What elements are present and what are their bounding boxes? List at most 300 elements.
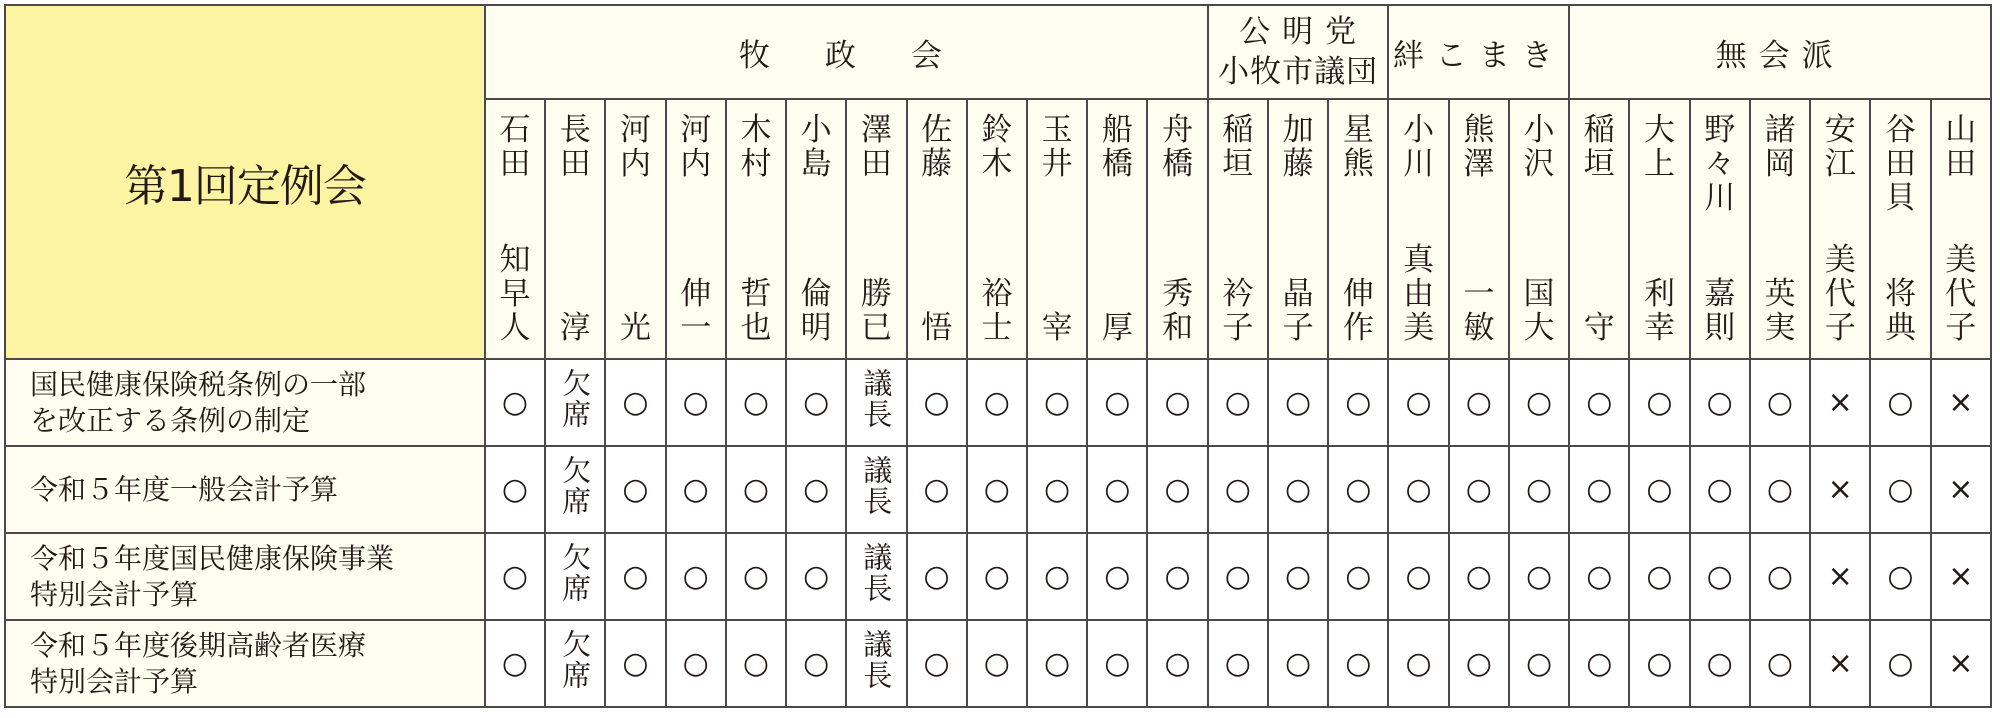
member-name-cell (967, 99, 1027, 359)
member-surname: 澤 田 (860, 112, 892, 182)
vote-for-mark: ○ (1285, 646, 1312, 681)
member-surname: 木 村 (740, 112, 772, 182)
vote-for-mark: ○ (1345, 385, 1372, 420)
agenda-row (5, 620, 1991, 707)
member-given-name: 美 代 子 (1824, 242, 1856, 346)
vote-for-mark: ○ (1044, 559, 1071, 594)
vote-cell (1750, 446, 1810, 533)
vote-cell (1569, 359, 1629, 446)
vote-cell (1931, 446, 1991, 533)
member-surname: 稲 垣 (1222, 112, 1254, 182)
vote-against-mark: × (1827, 472, 1853, 507)
member-given-name: 秀 和 (1162, 276, 1194, 346)
vote-for-mark: ○ (1465, 646, 1492, 681)
vote-against-mark: × (1948, 559, 1974, 594)
vote-cell (1208, 446, 1268, 533)
vote-against-mark: × (1948, 646, 1974, 681)
vote-cell (907, 446, 967, 533)
member-surname: 安 江 (1824, 112, 1856, 182)
vote-for-mark: ○ (1525, 472, 1553, 507)
member-given-name: 知 早 人 (499, 242, 531, 346)
member-name (1269, 113, 1327, 345)
vote-status-label: 欠席 (558, 541, 593, 604)
vote-cell (1027, 446, 1087, 533)
member-surname: 玉 井 (1041, 112, 1073, 182)
vote-cell (1147, 446, 1207, 533)
vote-for-mark: ○ (1224, 472, 1251, 507)
vote-for-mark: ○ (501, 472, 529, 507)
vote-for-mark: ○ (682, 472, 709, 507)
vote-cell (967, 620, 1027, 707)
vote-cell (786, 533, 846, 620)
vote-for-mark: ○ (1224, 646, 1251, 681)
member-name-cell (485, 99, 545, 359)
vote-cell (1208, 359, 1268, 446)
vote-status-label: 議長 (859, 628, 894, 691)
member-name (1209, 113, 1267, 345)
member-given-name: 倫 明 (800, 276, 832, 346)
vote-cell (485, 446, 545, 533)
vote-cell (1870, 620, 1930, 707)
vote-for-mark: ○ (1285, 385, 1312, 420)
vote-for-mark: ○ (1525, 559, 1553, 594)
vote-cell (545, 533, 605, 620)
vote-cell (1690, 446, 1750, 533)
member-given-name: 衿 子 (1222, 276, 1254, 346)
vote-cell (1268, 620, 1328, 707)
vote-cell (1449, 359, 1509, 446)
member-surname: 河 内 (619, 112, 651, 182)
vote-cell (1509, 446, 1569, 533)
member-name-cell (1328, 99, 1388, 359)
member-name (1148, 113, 1206, 345)
member-given-name: 英 実 (1764, 276, 1796, 346)
vote-for-mark: ○ (923, 385, 950, 420)
vote-for-mark: ○ (1345, 559, 1372, 594)
member-name-cell (1027, 99, 1087, 359)
vote-for-mark: ○ (1646, 646, 1673, 681)
vote-for-mark: ○ (803, 559, 830, 594)
vote-cell (1931, 533, 1991, 620)
faction-header (1388, 5, 1569, 99)
vote-cell (1328, 620, 1388, 707)
vote-status-label: 議長 (859, 367, 894, 430)
vote-for-mark: ○ (1164, 646, 1191, 681)
vote-cell (1268, 446, 1328, 533)
member-name (1329, 113, 1387, 345)
vote-cell (605, 533, 665, 620)
vote-cell (1268, 359, 1328, 446)
vote-status-label: 議長 (859, 454, 894, 517)
vote-for-mark: ○ (1887, 559, 1914, 594)
member-given-name: 美 代 子 (1945, 242, 1977, 346)
vote-cell (1388, 359, 1448, 446)
vote-cell (726, 533, 786, 620)
vote-cell (1931, 620, 1991, 707)
faction-name-line: 絆こまき (1392, 37, 1565, 74)
vote-for-mark: ○ (1104, 646, 1131, 681)
vote-cell (545, 446, 605, 533)
vote-for-mark: ○ (983, 646, 1010, 681)
vote-for-mark: ○ (1405, 559, 1432, 594)
agenda-title: 国民健康保険税条例の一部 を改正する条例の制定 (5, 359, 485, 446)
vote-cell (1509, 533, 1569, 620)
vote-cell (1027, 533, 1087, 620)
member-name (787, 113, 845, 345)
vote-for-mark: ○ (1104, 472, 1131, 507)
agenda-row (5, 446, 1991, 533)
member-given-name: 淳 (559, 310, 591, 346)
member-given-name: 嘉 則 (1704, 276, 1736, 346)
member-surname: 星 熊 (1342, 112, 1374, 182)
member-given-name: 勝 已 (860, 276, 892, 346)
member-name-cell (1750, 99, 1810, 359)
member-given-name: 真 由 美 (1403, 242, 1435, 346)
vote-for-mark: ○ (622, 472, 649, 507)
vote-cell (967, 533, 1027, 620)
agenda-title: 令和５年度後期高齢者医療 特別会計予算 (5, 620, 485, 707)
vote-cell (1087, 359, 1147, 446)
vote-cell (1629, 620, 1689, 707)
vote-cell (786, 446, 846, 533)
member-name (1088, 113, 1146, 345)
faction-header (1569, 5, 1991, 99)
vote-cell (666, 446, 726, 533)
member-given-name: 宰 (1041, 310, 1073, 346)
vote-for-mark: ○ (1887, 646, 1914, 681)
vote-for-mark: ○ (1465, 385, 1492, 420)
member-name (1570, 113, 1628, 345)
vote-for-mark: ○ (1766, 385, 1794, 420)
vote-against-mark: × (1948, 385, 1974, 420)
vote-cell (1870, 533, 1930, 620)
vote-for-mark: ○ (1706, 559, 1733, 594)
vote-cell (907, 359, 967, 446)
vote-for-mark: ○ (1405, 472, 1432, 507)
member-name-cell (1810, 99, 1870, 359)
member-surname: 佐 藤 (921, 112, 953, 182)
vote-for-mark: ○ (923, 472, 950, 507)
faction-name-line: 小牧市議団 (1218, 54, 1379, 90)
vote-cell (1750, 620, 1810, 707)
vote-cell (1328, 533, 1388, 620)
member-given-name: 国 大 (1523, 276, 1555, 346)
member-name (1028, 113, 1086, 345)
member-name-cell (1690, 99, 1750, 359)
vote-for-mark: ○ (983, 559, 1010, 594)
member-name-cell (605, 99, 665, 359)
member-name-cell (726, 99, 786, 359)
member-surname: 諸 岡 (1764, 112, 1796, 182)
vote-for-mark: ○ (1345, 646, 1372, 681)
vote-cell (1931, 359, 1991, 446)
faction-header (485, 5, 1208, 99)
vote-cell (1208, 533, 1268, 620)
member-given-name: 利 幸 (1644, 276, 1676, 346)
vote-cell (726, 620, 786, 707)
vote-cell (1147, 359, 1207, 446)
vote-cell (545, 359, 605, 446)
vote-for-mark: ○ (1104, 385, 1131, 420)
vote-cell (1328, 359, 1388, 446)
member-name-cell (1268, 99, 1328, 359)
vote-for-mark: ○ (1586, 646, 1613, 681)
member-name-cell (1931, 99, 1991, 359)
vote-cell (1509, 359, 1569, 446)
vote-for-mark: ○ (742, 646, 770, 681)
member-name (968, 113, 1026, 345)
member-surname: 小 島 (800, 112, 832, 182)
vote-cell (1449, 620, 1509, 707)
member-surname: 石 田 (499, 112, 531, 182)
vote-cell (1569, 446, 1629, 533)
vote-for-mark: ○ (923, 559, 950, 594)
vote-cell (1750, 533, 1810, 620)
vote-for-mark: ○ (1164, 472, 1191, 507)
vote-for-mark: ○ (983, 385, 1010, 420)
agenda-row (5, 533, 1991, 620)
vote-cell (846, 533, 906, 620)
vote-cell (907, 533, 967, 620)
vote-for-mark: ○ (1706, 646, 1733, 681)
vote-cell (1328, 446, 1388, 533)
vote-for-mark: ○ (501, 385, 529, 420)
vote-cell (1810, 446, 1870, 533)
vote-status-label: 欠席 (558, 454, 593, 517)
vote-cell (485, 620, 545, 707)
member-given-name: 厚 (1101, 310, 1133, 346)
vote-for-mark: ○ (1465, 472, 1492, 507)
vote-cell (1810, 620, 1870, 707)
member-name (1389, 113, 1447, 345)
vote-for-mark: ○ (803, 472, 830, 507)
vote-for-mark: ○ (1405, 385, 1432, 420)
vote-cell (1629, 446, 1689, 533)
member-name-cell (1087, 99, 1147, 359)
vote-for-mark: ○ (1706, 385, 1733, 420)
vote-cell (666, 533, 726, 620)
member-name-cell (846, 99, 906, 359)
member-name (727, 113, 785, 345)
vote-cell (1147, 533, 1207, 620)
member-given-name: 悟 (921, 310, 953, 346)
agenda-title: 令和５年度一般会計予算 (5, 446, 485, 533)
vote-cell (1629, 359, 1689, 446)
vote-cell (1449, 446, 1509, 533)
vote-cell (1087, 446, 1147, 533)
vote-for-mark: ○ (1646, 385, 1673, 420)
faction-name-line: 公 明 党 (1239, 14, 1357, 50)
member-name-cell (1509, 99, 1569, 359)
member-name (667, 113, 725, 345)
member-surname: 長 田 (559, 112, 591, 182)
vote-for-mark: ○ (1586, 559, 1613, 594)
member-name-cell (666, 99, 726, 359)
vote-for-mark: ○ (622, 646, 649, 681)
member-surname: 野 々 川 (1704, 112, 1736, 216)
faction-name-line: 牧 政 会 (738, 37, 954, 74)
vote-for-mark: ○ (622, 559, 649, 594)
vote-cell (1449, 533, 1509, 620)
agenda-title: 令和５年度国民健康保険事業 特別会計予算 (5, 533, 485, 620)
member-given-name: 守 (1583, 310, 1615, 346)
member-name-cell (1388, 99, 1448, 359)
member-name-cell (1870, 99, 1930, 359)
member-name-cell (1208, 99, 1268, 359)
vote-for-mark: ○ (1586, 385, 1613, 420)
member-given-name: 伸 一 (680, 276, 712, 346)
vote-cell (666, 620, 726, 707)
member-surname: 谷 田 貝 (1884, 112, 1916, 216)
member-name-cell (545, 99, 605, 359)
vote-cell (846, 620, 906, 707)
vote-cell (1690, 359, 1750, 446)
vote-cell (1870, 446, 1930, 533)
member-name (1811, 113, 1869, 345)
vote-for-mark: ○ (803, 646, 830, 681)
vote-cell (1268, 533, 1328, 620)
vote-for-mark: ○ (501, 559, 529, 594)
faction-name-line: 無会派 (1715, 37, 1845, 74)
vote-cell (1388, 533, 1448, 620)
vote-cell (605, 446, 665, 533)
vote-cell (726, 446, 786, 533)
vote-cell (786, 620, 846, 707)
vote-for-mark: ○ (1766, 646, 1794, 681)
member-surname: 鈴 木 (981, 112, 1013, 182)
vote-for-mark: ○ (803, 385, 830, 420)
vote-against-mark: × (1827, 559, 1853, 594)
vote-for-mark: ○ (983, 472, 1010, 507)
vote-for-mark: ○ (1044, 646, 1071, 681)
vote-cell (967, 446, 1027, 533)
vote-for-mark: ○ (1104, 559, 1131, 594)
vote-cell (967, 359, 1027, 446)
agenda-row (5, 359, 1991, 446)
vote-for-mark: ○ (1465, 559, 1492, 594)
vote-cell (1147, 620, 1207, 707)
member-name (1510, 113, 1568, 345)
vote-cell (1509, 620, 1569, 707)
member-surname: 加 藤 (1282, 112, 1314, 182)
member-name (486, 113, 544, 345)
vote-for-mark: ○ (923, 646, 950, 681)
vote-for-mark: ○ (1285, 472, 1312, 507)
vote-cell (1027, 359, 1087, 446)
vote-cell (1810, 359, 1870, 446)
member-surname: 船 橋 (1101, 112, 1133, 182)
member-given-name: 裕 士 (981, 276, 1013, 346)
vote-for-mark: ○ (1586, 472, 1613, 507)
vote-for-mark: ○ (1525, 385, 1553, 420)
vote-status-label: 欠席 (558, 367, 593, 430)
member-surname: 熊 澤 (1463, 112, 1495, 182)
member-name (1932, 113, 1990, 345)
vote-results-table (4, 4, 1992, 708)
member-name (1871, 113, 1929, 345)
vote-cell (1208, 620, 1268, 707)
vote-for-mark: ○ (742, 472, 770, 507)
vote-cell (545, 620, 605, 707)
vote-for-mark: ○ (1164, 559, 1191, 594)
vote-for-mark: ○ (1646, 559, 1673, 594)
vote-for-mark: ○ (1345, 472, 1372, 507)
member-name (606, 113, 664, 345)
vote-cell (666, 359, 726, 446)
vote-for-mark: ○ (1164, 385, 1191, 420)
member-given-name: 哲 也 (740, 276, 772, 346)
member-name (847, 113, 905, 345)
vote-for-mark: ○ (1044, 472, 1071, 507)
member-name (1691, 113, 1749, 345)
vote-cell (1870, 359, 1930, 446)
vote-for-mark: ○ (1224, 559, 1251, 594)
vote-for-mark: ○ (742, 385, 770, 420)
vote-cell (1569, 533, 1629, 620)
vote-for-mark: ○ (682, 385, 709, 420)
vote-cell (846, 446, 906, 533)
member-name (908, 113, 966, 345)
vote-for-mark: ○ (742, 559, 770, 594)
member-name (1751, 113, 1809, 345)
vote-cell (907, 620, 967, 707)
vote-cell (786, 359, 846, 446)
vote-status-label: 議長 (859, 541, 894, 604)
vote-cell (1810, 533, 1870, 620)
member-given-name: 晶 子 (1282, 276, 1314, 346)
member-name-cell (1147, 99, 1207, 359)
member-name (546, 113, 604, 345)
member-surname: 大 上 (1644, 112, 1676, 182)
vote-for-mark: ○ (1224, 385, 1251, 420)
member-surname: 小 沢 (1523, 112, 1555, 182)
vote-for-mark: ○ (622, 385, 649, 420)
vote-cell (1027, 620, 1087, 707)
member-given-name: 将 典 (1884, 276, 1916, 346)
vote-cell (726, 359, 786, 446)
vote-cell (485, 533, 545, 620)
vote-against-mark: × (1827, 646, 1853, 681)
faction-header (1208, 5, 1389, 99)
vote-against-mark: × (1827, 385, 1853, 420)
vote-cell (1388, 446, 1448, 533)
vote-for-mark: ○ (1706, 472, 1733, 507)
vote-for-mark: ○ (1405, 646, 1432, 681)
member-surname: 舟 橋 (1162, 112, 1194, 182)
vote-for-mark: ○ (501, 646, 529, 681)
member-name-cell (1569, 99, 1629, 359)
member-name (1450, 113, 1508, 345)
member-surname: 稲 垣 (1583, 112, 1615, 182)
vote-cell (1690, 533, 1750, 620)
faction-header-row (5, 5, 1991, 99)
vote-for-mark: ○ (1887, 385, 1914, 420)
vote-for-mark: ○ (1766, 472, 1794, 507)
vote-for-mark: ○ (1044, 385, 1071, 420)
vote-cell (485, 359, 545, 446)
member-name (1630, 113, 1688, 345)
member-given-name: 伸 作 (1342, 276, 1374, 346)
vote-against-mark: × (1948, 472, 1974, 507)
vote-for-mark: ○ (1887, 472, 1914, 507)
vote-for-mark: ○ (682, 559, 709, 594)
member-given-name: 一 敏 (1463, 276, 1495, 346)
vote-cell (1388, 620, 1448, 707)
vote-status-label: 欠席 (558, 628, 593, 691)
member-given-name: 光 (619, 310, 651, 346)
member-name-cell (1449, 99, 1509, 359)
vote-cell (1690, 620, 1750, 707)
